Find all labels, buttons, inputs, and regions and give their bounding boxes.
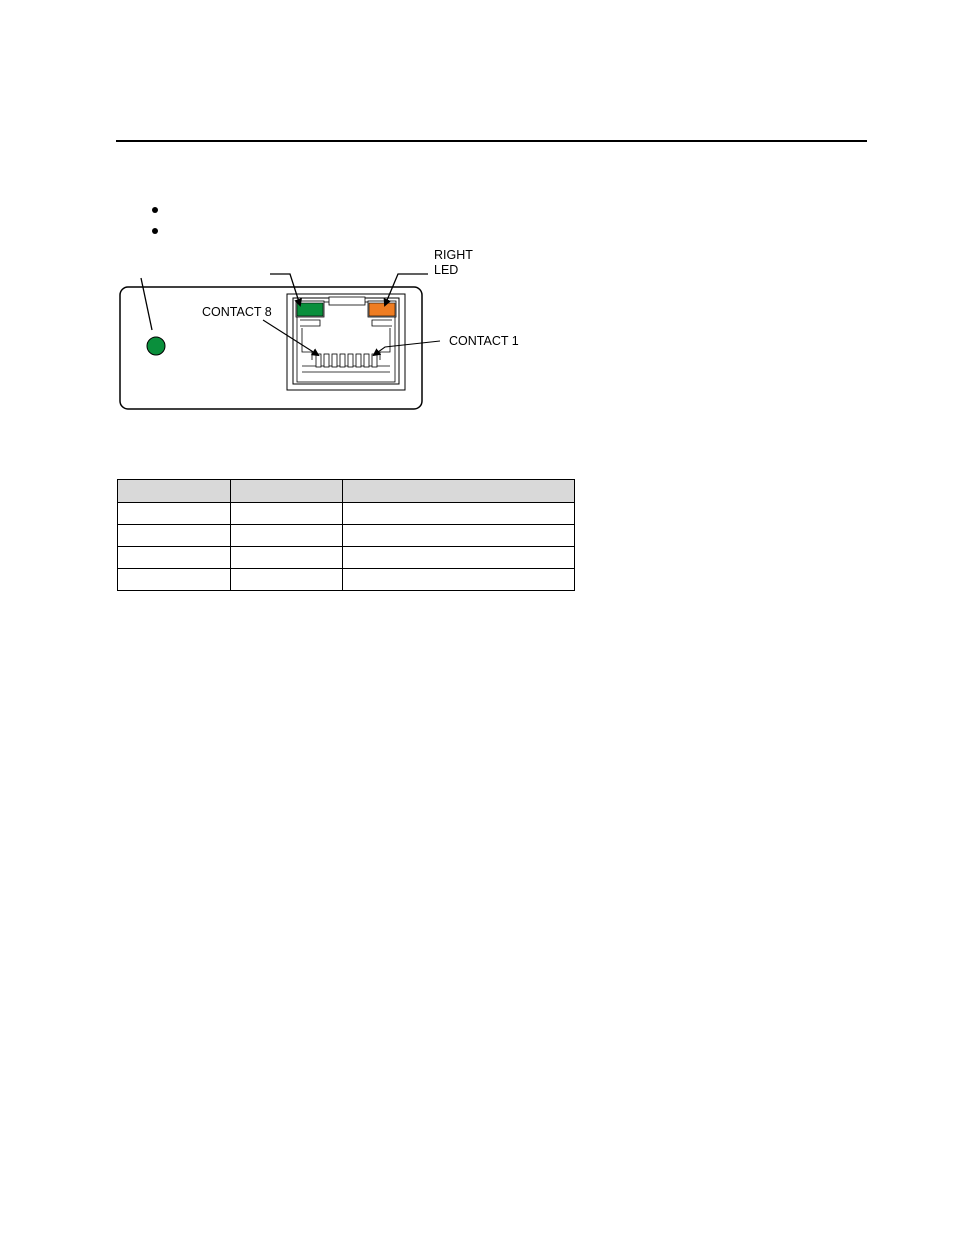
table-cell bbox=[231, 503, 343, 525]
table-cell bbox=[118, 525, 231, 547]
right-led-label-line2: LED bbox=[434, 263, 459, 277]
table-cell bbox=[343, 547, 575, 569]
left-led bbox=[297, 303, 323, 316]
table-cell bbox=[118, 503, 231, 525]
table-cell bbox=[118, 569, 231, 591]
table-header-cell bbox=[343, 480, 575, 503]
right-led-label-line1: RIGHT bbox=[434, 248, 473, 262]
table-row bbox=[118, 547, 575, 569]
table-header-cell bbox=[231, 480, 343, 503]
rj45-port-diagram bbox=[0, 0, 954, 440]
table-row bbox=[118, 503, 575, 525]
table-cell bbox=[343, 525, 575, 547]
table-cell bbox=[343, 569, 575, 591]
led-status-table bbox=[117, 479, 575, 591]
power-led bbox=[147, 337, 165, 355]
table-cell bbox=[343, 503, 575, 525]
contact-1-label: CONTACT 1 bbox=[449, 334, 519, 348]
table-cell bbox=[118, 547, 231, 569]
table-cell bbox=[231, 569, 343, 591]
contact-8-label: CONTACT 8 bbox=[202, 305, 272, 319]
table-cell bbox=[231, 547, 343, 569]
table-cell bbox=[231, 525, 343, 547]
table-row bbox=[118, 525, 575, 547]
table-row bbox=[118, 569, 575, 591]
right-led bbox=[369, 303, 395, 316]
table-header-cell bbox=[118, 480, 231, 503]
table-header-row bbox=[118, 480, 575, 503]
